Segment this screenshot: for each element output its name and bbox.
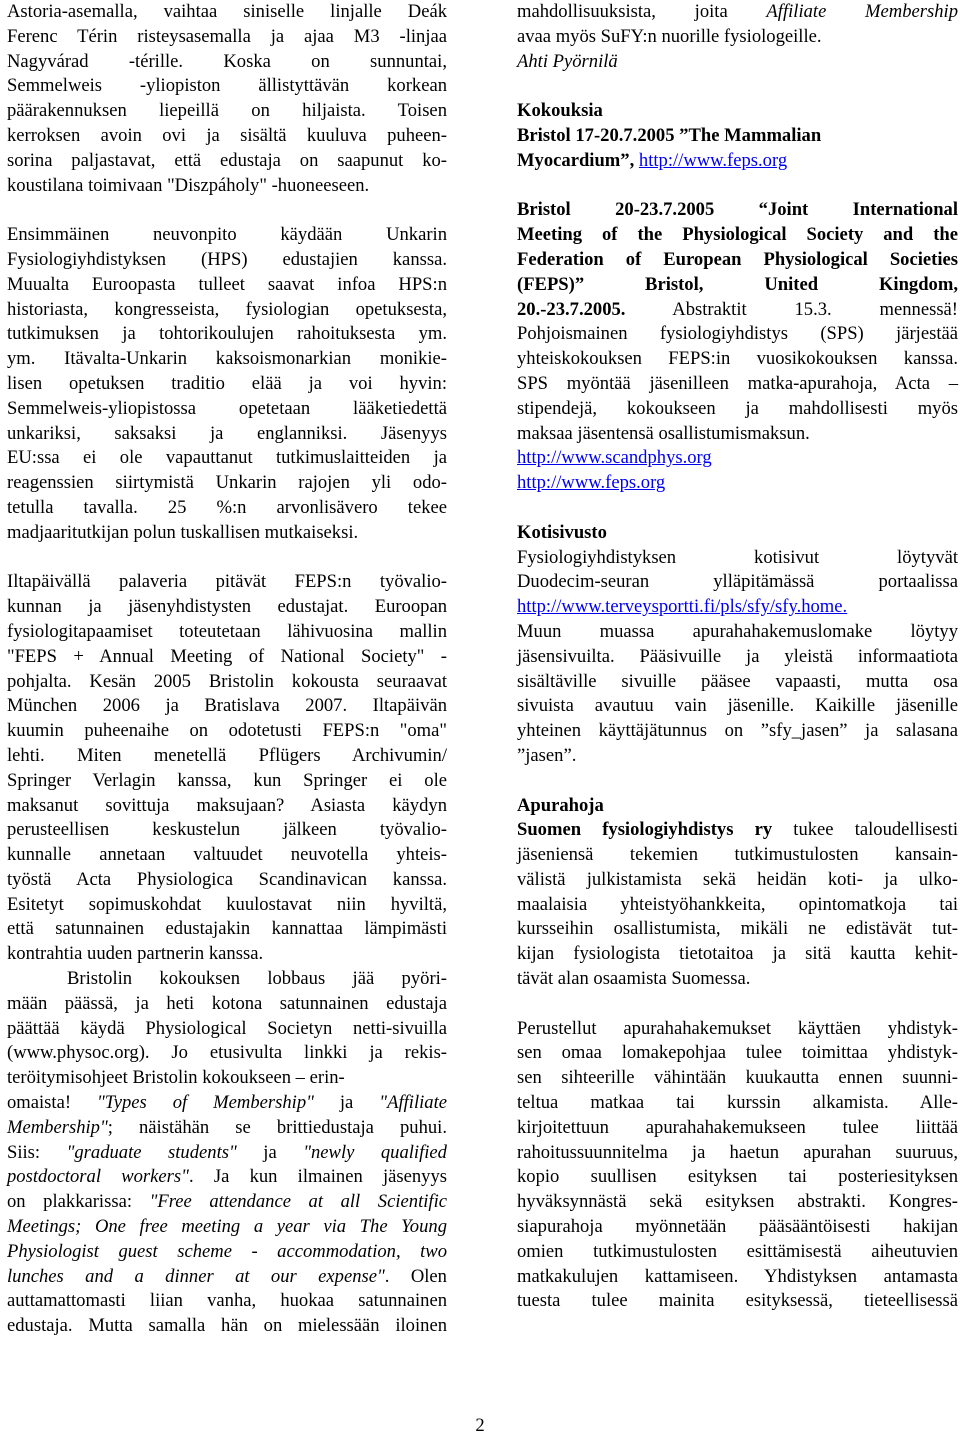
text-line: perusteellisen keskustelun jälkeen työvalio- <box>7 819 447 841</box>
text-line: Meeting of the Physiological Society and the <box>517 224 958 246</box>
text-line: Esitetyt sopimuskohdat kuulostavat niin hyviltä, <box>7 893 447 915</box>
text-line: (FEPS)” Bristol, United Kingdom, <box>517 273 958 295</box>
text-line: maksanut sovittuja maksujaan? Asiasta käydyn <box>7 794 447 816</box>
text-line: sen sihteerille vähintään kuukautta ennen suunni- <box>517 1067 958 1089</box>
text-line: kuumin puheenaihe on odotetusti FEPS:n "oma" <box>7 720 447 742</box>
text-line: sorina paljastavat, että edustaja on saapunut ko- <box>7 149 447 171</box>
left-column <box>7 0 447 1339</box>
text-line: sisältäville sivuille pääsee vapaasti, mutta osa <box>517 670 958 692</box>
text-line: Muun muassa apurahahakemuslomake löytyy <box>517 620 958 642</box>
bristol-lobby-lines <box>7 967 447 1091</box>
text-line: tuesta tulee mainita esityksessä, tieteellisessä <box>517 1290 958 1312</box>
text-line: Bristolin kokouksen lobbaus jää pyöri- <box>67 968 447 990</box>
text-line: Nagyvárad -térille. Koska on sunnuntai, <box>7 50 447 72</box>
text-line: Muualta Euroopasta tulleet saavat infoa HPS:n <box>7 273 447 295</box>
text-line: yhteiskokouksen FEPS:in vuosikokouksen kanssa. <box>517 348 958 370</box>
right-column: mahdollisuuksista, joita Affiliate Membership avaa myös SuFY:n nuorille fysiologeille. Ahti Pyörnilä Kokouksia Bristol 17-20.7.2005 ”The Mammalian Myocardium”, http://www.feps.org Bristol 20-23.7.2005 “Joint International Meeting of the Physiological Society and the Federation of European Physiological Societies (FEPS)” Bristol, United Kingdom, 20.-23.7.2005. Abstraktit 15.3. mennessä! Pohjoismainen fysiologiyhdistys (SPS) järjestää yhteiskokouksen FEPS:in vuosikokouksen kanssa. SPS myöntää jäsenilleen matka-apurahoja, Acta – stipendejä, kokoukseen ja mahdollisesti myös maksaa jäsentensä osallistumismaksun. http://www.scandphys.org http://www.feps.org Kotisivusto Fysiologiyhdistyksen kotisivut löytyvät Duodecim-seuran ylläpitämässä portaalissa http://www.terveysportti.fi/pls/sfy/sfy.home. Muun muassa apurahahakemuslomake löytyy jäsensivuilta. Pääsivuille ja yleistä informaatiota sisältäville sivuille pääsee vapaasti, mutta osa sivuista avautuu vain jäsenille. Kaikille jäsenille yhteinen käyttäjätunnus on ”sfy_jasen” ja salasana ”jasen”. Apurahoja Suomen fysiologiyhdistys ry tukee taloudellisesti jäseniensä tekemien tutkimustulosten kansain- välistä julkistamista sekä heidän koti- ja ulko- maalaisia yhteistyöhankkeita, opintomatkoja tai kursseihin osallistumista, mikäli ne edistävät tut- kijan fysiologista tietotaitoa ja sitä kautta kehit- tävät alan osaamista Suomessa. Perustellut apurahahakemukset käyttäen yhdistyk- sen omaa lomakepohjaa tulee toimittaa yhdistyk- sen sihteerille vähintään kuukautta ennen suunni- teltua matkaa tai kurssin alkamista. Alle- kirjoitettuun apurahahakemukseen tulee liittää rahoitussuunnitelma ja haetun apurahan suuruus, kopio suullisen esityksen tai posteriesityksen hyväksynnästä sekä esityksen abstrakti. Kongres- siapurahoja myönnetään pääsääntöisesti hakijan omien tutkimustulosten esittämisestä aiheutuvien matkakulujen kattamiseen. Yhdistyksen antamasta tuesta tulee mainita esityksessä, tieteellisessä <box>517 0 958 1314</box>
kotisivusto-paragraph <box>517 546 958 596</box>
text-line: fysiologitapaamiset toteutetaan lähivuosina mallin <box>7 620 447 642</box>
text-line: Ferenc Térin risteysasemalla ja ajaa M3 -linjaa <box>7 25 447 47</box>
text-line: sen omaa lomakepohjaa tulee toimittaa yhdistyk- <box>517 1042 958 1064</box>
text-line: omien tutkimustulosten esittämisestä aiheutuvien <box>517 1240 958 1262</box>
text-line: kursseihin osallistumista, mikäli ne edistävät tut- <box>517 918 958 940</box>
text-line: tetulla tavalla. 25 %:n arvonlisävero tekee <box>7 496 447 518</box>
text-line: kirjoitettuun apurahahakemukseen tulee liittää <box>517 1116 958 1138</box>
text-line: Ensimmäinen neuvonpito käydään Unkarin <box>7 224 447 246</box>
text-line: päärakennuksen liepeillä on hiljaista. Toisen <box>7 100 447 122</box>
text-line: reagenssien siirtymistä Unkarin rajojen yli odo- <box>7 472 447 494</box>
text-line: maksaa jäsentensä osallistumismaksun. <box>517 422 810 444</box>
text-line: historiasta, kongresseista, fysiologian opetuksesta, <box>7 298 447 320</box>
text-line: siapurahoja myönnetään pääsääntöisesti hakijan <box>517 1216 958 1238</box>
text-line: työstä Acta Physiologica Scandinavican kanssa. <box>7 868 447 890</box>
text-line: stipendejä, kokoukseen ja mahdollisesti myös <box>517 397 958 419</box>
paragraph-afternoon <box>7 570 447 967</box>
text-line: jäseniensä tekemien tutkimustulosten kansain- <box>517 844 958 866</box>
scandphys-link[interactable]: http://www.scandphys.org <box>517 447 712 469</box>
text-line: Bristol 20-23.7.2005 “Joint International <box>517 199 958 221</box>
text-line: Fysiologiyhdistyksen kotisivut löytyvät <box>517 546 958 568</box>
text-line: teltua matkaa tai kurssin alkamista. Alle- <box>517 1092 958 1114</box>
text-line: Federation of European Physiological Societies <box>517 248 958 270</box>
text-line: pohjalta. Kesän 2005 Bristolin kokousta seuraavat <box>7 670 447 692</box>
kotisivusto-heading: Kotisivusto <box>517 521 607 543</box>
sps-paragraph <box>517 322 958 446</box>
text-line: lehti. Miten menetellä Pflügers Archivumin/ <box>7 744 447 766</box>
text-line: Perustellut apurahahakemukset käyttäen yhdistyk- <box>517 1017 958 1039</box>
paragraph-astoria <box>7 0 447 198</box>
text-line: Pohjoismainen fysiologiyhdistys (SPS) järjestää <box>517 323 958 345</box>
feps-link[interactable]: http://www.feps.org <box>638 149 788 171</box>
text-line: (www.physoc.org). Jo etusivulta linkki ja rekis- <box>7 1042 447 1064</box>
text-line: "FEPS + Annual Meeting of National Society" - <box>7 645 447 667</box>
text-line: maalaisia yhteistyöhankkeita, opintomatkoja tai <box>517 893 958 915</box>
text-line: Fysiologiyhdistyksen (HPS) edustajien kanssa. <box>7 248 447 270</box>
apurahoja-heading: Apurahoja <box>517 794 604 816</box>
text-line: Springer Verlagin kanssa, kun Springer ei ole <box>7 769 447 791</box>
text-line: matkakulujen kattamiseen. Yhdistyksen antamasta <box>517 1265 958 1287</box>
text-line: Semmelweis -yliopiston ällistyttävän korkean <box>7 75 447 97</box>
paragraph-bristol-lobby: Bristolin kokouksen lobbaus jää pyöri- mään päässä, ja heti kotona satunnainen edustaja päättää käydä Physiological Societyn netti-sivuilla (www.physoc.org). Jo etusivulta linkki ja rekis- teröitymisohjeet Bristolin kokoukseen – erin- omaista! "Types of Membership" ja "Affiliate Membership"; näistähän se brittiedustaja puhui. Siis: "graduate students" ja "newly qualified postdoctoral workers". Ja kun ilmainen jäsenyys on plakkarissa: "Free attendance at all Scientific Meetings; One free meeting a year via The Young Physiologist guest scheme - accommodation, two lunches and a dinner at our expense". Olen auttamattomasti liian vanha, huokaa satunnainen edustaja. Mutta samalla hän on mielessään iloinen <box>7 968 448 1337</box>
text-line: lisen opetuksen traditio elää ja voi hyvin: <box>7 372 447 394</box>
text-line: Duodecim-seuran ylläpitämässä portaalissa <box>517 571 958 593</box>
text-line: että satunnainen edustajakin kannattaa lämpimästi <box>7 918 447 940</box>
text-line: jäsensivuilta. Pääsivuille ja yleistä informaatiota <box>517 645 958 667</box>
text-line: madjaaritutkijan polun tuskallisen mutkaiseksi. <box>7 521 359 543</box>
text-line: sivuista avautuu vain jäsenille. Kaikille jäsenille <box>517 695 958 717</box>
text-line: rahoitussuunnitelma ja haetun apurahan suuruus, <box>517 1141 958 1163</box>
author-signature: Ahti Pyörnilä <box>517 50 618 72</box>
bristol-joint-meeting <box>517 198 958 297</box>
text-line: mään päässä, ja heti kotona satunnainen edustaja <box>7 992 447 1014</box>
apurahoja-paragraph <box>517 843 958 992</box>
page-number: 2 <box>475 1415 485 1436</box>
text-line: unkariksi, saksaksi ja englanniksi. Jäsenyys <box>7 422 447 444</box>
text-line: yhteinen käyttäjätunnus on ”sfy_jasen” ja salasana <box>517 720 958 742</box>
text-line: tävät alan osaamista Suomessa. <box>517 968 751 990</box>
text-line: EU:ssa ei ole vapauttanut tutkimuslaitteiden ja <box>7 447 447 469</box>
text-line: kontrahtia uuden partnerin kanssa. <box>7 943 264 965</box>
text-line: München 2006 ja Bratislava 2007. Iltapäivän <box>7 695 447 717</box>
text-line: kunnan ja jäsenyhdistysten edustajat. Euroopan <box>7 596 447 618</box>
text-line: tutkimuksen ja tohtorikoulujen rahoituksesta ym. <box>7 323 447 345</box>
text-line: koustilana toimivaan "Diszpáholy" -huoneeseen. <box>7 174 370 196</box>
text-line: Astoria-asemalla, vaihtaa siniselle linjalle Deák <box>7 1 447 22</box>
text-line: hyväksynnästä sekä esityksen abstrakti. Kongres- <box>517 1191 958 1213</box>
text-line: välistä julkistamista sekä heidän koti- ja ulko- <box>517 868 958 890</box>
text-line: kopio suullisen esityksen tai posteriesityksen <box>517 1166 958 1188</box>
text-line: Iltapäivällä palaveria pitävät FEPS:n työvalio- <box>7 571 447 593</box>
paragraph-first-meeting <box>7 223 447 545</box>
text-line: Semmelweis-yliopistossa opetetaan lääketiedettä <box>7 397 447 419</box>
text-line: SPS myöntää jäsenilleen matka-apurahoja, Acta – <box>517 372 958 394</box>
text-line: kijan fysiologista tietotaitoa ja sitä kautta kehit- <box>517 943 958 965</box>
kokouksia-heading: Kokouksia <box>517 100 603 122</box>
apurahoja-paragraph-2 <box>517 1017 958 1315</box>
text-line: ”jasen”. <box>517 744 577 766</box>
feps-link-2[interactable]: http://www.feps.org <box>517 472 666 494</box>
text-line: ym. Itävalta-Unkarin kaksoismonarkian monikie- <box>7 348 447 370</box>
terveysportti-link[interactable]: http://www.terveysportti.fi/pls/sfy/sfy.home. <box>517 596 848 618</box>
text-line: kerroksen avoin ovi ja sisältä kuuluva puheen- <box>7 124 447 146</box>
text-line: päättää käydä Physiological Societyn netti-sivuilla <box>7 1017 447 1039</box>
text-line: teröitymisohjeet Bristolin kokoukseen – erin- <box>7 1067 345 1089</box>
text-line: kunnalle annetaan valtuudet neuvotella yhteis- <box>7 844 447 866</box>
kotisivusto-paragraph-2 <box>517 620 958 769</box>
